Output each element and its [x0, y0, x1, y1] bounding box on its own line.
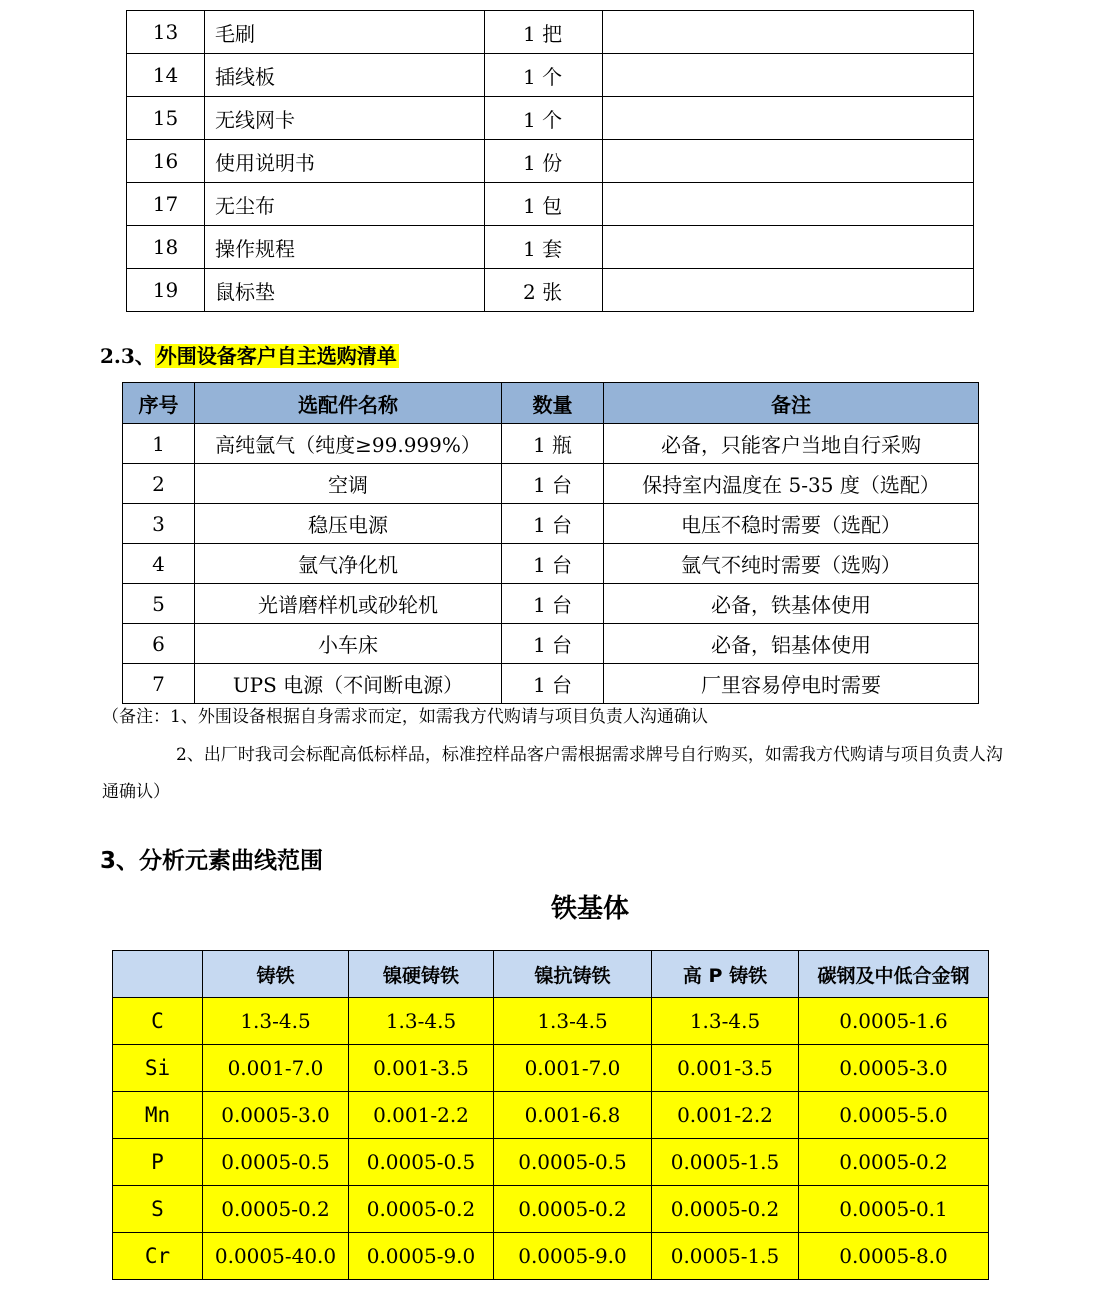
table-cell: 1.3-4.5 — [652, 998, 799, 1045]
table-row — [113, 1186, 989, 1233]
section-heading-2-3 — [100, 340, 399, 369]
table-cell: 氩气不纯时需要（选购） — [604, 544, 979, 584]
table-cell: 3 — [123, 504, 195, 544]
column-header: 铸铁 — [203, 951, 349, 998]
table-row — [123, 624, 979, 664]
table-row — [123, 664, 979, 704]
table-cell: 5 — [123, 584, 195, 624]
table-row — [127, 140, 974, 183]
table-cell: 无线网卡 — [205, 97, 485, 140]
table-cell: 1 — [123, 424, 195, 464]
table-cell: 必备，铁基体使用 — [604, 584, 979, 624]
table-cell: 高纯氩气（纯度≥99.999%） — [195, 424, 502, 464]
table-cell: 1 台 — [502, 664, 604, 704]
table-cell: 0.001-7.0 — [494, 1045, 652, 1092]
peripheral-purchase-table — [122, 382, 979, 704]
column-header: 镍抗铸铁 — [494, 951, 652, 998]
table-cell: 氩气净化机 — [195, 544, 502, 584]
table-cell: 0.0005-8.0 — [799, 1233, 989, 1280]
table-cell: 1 包 — [485, 183, 603, 226]
table-cell: 0.001-3.5 — [652, 1045, 799, 1092]
table-cell: 1 台 — [502, 544, 604, 584]
table-cell: 0.0005-1.6 — [799, 998, 989, 1045]
table-cell: 1 瓶 — [502, 424, 604, 464]
column-header: 序号 — [123, 383, 195, 424]
table-cell: 厂里容易停电时需要 — [604, 664, 979, 704]
table-cell: 0.0005-0.5 — [349, 1139, 494, 1186]
column-header: 数量 — [502, 383, 604, 424]
column-header: 高 P 铸铁 — [652, 951, 799, 998]
table-row — [113, 1045, 989, 1092]
table-row — [123, 504, 979, 544]
column-header: 备注 — [604, 383, 979, 424]
table-cell: 0.001-3.5 — [349, 1045, 494, 1092]
table-cell: 1 个 — [485, 97, 603, 140]
table-cell: 1 台 — [502, 624, 604, 664]
table-cell: 1 台 — [502, 504, 604, 544]
table-row — [127, 269, 974, 312]
table-cell — [603, 140, 974, 183]
table-cell: 1.3-4.5 — [203, 998, 349, 1045]
table-cell: 0.001-2.2 — [652, 1092, 799, 1139]
table-cell: 0.0005-3.0 — [203, 1092, 349, 1139]
table-cell: 0.0005-0.2 — [349, 1186, 494, 1233]
table-cell: 4 — [123, 544, 195, 584]
table-cell — [603, 183, 974, 226]
table-cell: 1 个 — [485, 54, 603, 97]
table-cell: 空调 — [195, 464, 502, 504]
table-cell: 15 — [127, 97, 205, 140]
element-symbol: Cr — [113, 1233, 203, 1280]
table-cell: 必备，铝基体使用 — [604, 624, 979, 664]
table-cell: 0.0005-9.0 — [494, 1233, 652, 1280]
table-row — [123, 424, 979, 464]
table-cell: UPS 电源（不间断电源） — [195, 664, 502, 704]
table-cell — [603, 226, 974, 269]
table-row — [113, 1233, 989, 1280]
table-cell: 0.001-2.2 — [349, 1092, 494, 1139]
table-cell: 2 — [123, 464, 195, 504]
table-row — [113, 1092, 989, 1139]
table-cell: 操作规程 — [205, 226, 485, 269]
table-cell: 1 台 — [502, 464, 604, 504]
table-cell: 1 套 — [485, 226, 603, 269]
table-cell: 保持室内温度在 5-35 度（选配） — [604, 464, 979, 504]
table-cell: 13 — [127, 11, 205, 54]
table-row — [127, 97, 974, 140]
table-cell: 无尘布 — [205, 183, 485, 226]
column-header — [113, 951, 203, 998]
table-cell — [603, 97, 974, 140]
table-row — [123, 584, 979, 624]
table-row — [127, 54, 974, 97]
element-symbol: S — [113, 1186, 203, 1233]
table-row — [127, 11, 974, 54]
table-cell: 16 — [127, 140, 205, 183]
table-cell: 0.0005-0.5 — [203, 1139, 349, 1186]
column-header: 碳钢及中低合金钢 — [799, 951, 989, 998]
table-cell: 7 — [123, 664, 195, 704]
table-cell: 0.0005-9.0 — [349, 1233, 494, 1280]
table-cell: 1 台 — [502, 584, 604, 624]
table-cell: 18 — [127, 226, 205, 269]
table-cell: 0.001-6.8 — [494, 1092, 652, 1139]
table-cell: 2 张 — [485, 269, 603, 312]
table-row — [113, 998, 989, 1045]
section-number: 2.3、 — [100, 344, 155, 368]
table-cell: 0.0005-0.5 — [494, 1139, 652, 1186]
table-cell — [603, 11, 974, 54]
table-cell: 0.0005-5.0 — [799, 1092, 989, 1139]
table-cell: 0.0005-0.2 — [652, 1186, 799, 1233]
section-title-highlighted: 外围设备客户自主选购清单 — [156, 344, 397, 368]
element-symbol: Mn — [113, 1092, 203, 1139]
table-header-row — [113, 951, 989, 998]
range-table-title: 铁基体 — [550, 894, 629, 924]
table-cell: 0.0005-3.0 — [799, 1045, 989, 1092]
note-line-1: （备注：1、外围设备根据自身需求而定，如需我方代购请与项目负责人沟通确认 — [102, 707, 708, 727]
table-cell: 0.0005-1.5 — [652, 1233, 799, 1280]
element-range-table — [112, 950, 989, 1280]
table-cell: 必备，只能客户当地自行采购 — [604, 424, 979, 464]
table-cell: 0.0005-0.1 — [799, 1186, 989, 1233]
table-cell: 0.0005-0.2 — [494, 1186, 652, 1233]
table-cell: 0.0005-0.2 — [799, 1139, 989, 1186]
accessory-list-table — [126, 10, 974, 312]
table-cell: 小车床 — [195, 624, 502, 664]
table-cell: 使用说明书 — [205, 140, 485, 183]
table-cell: 毛刷 — [205, 11, 485, 54]
table-cell: 1.3-4.5 — [494, 998, 652, 1045]
table-row — [127, 226, 974, 269]
table-cell: 插线板 — [205, 54, 485, 97]
table-cell: 稳压电源 — [195, 504, 502, 544]
table-cell: 0.001-7.0 — [203, 1045, 349, 1092]
table-cell: 1 把 — [485, 11, 603, 54]
element-symbol: P — [113, 1139, 203, 1186]
note-line-2: 2、出厂时我司会标配高低标样品，标准控样品客户需根据需求牌号自行购买，如需我方代购请与项目负责人沟通确认） — [102, 745, 1003, 802]
column-header: 选配件名称 — [195, 383, 502, 424]
table-row — [127, 183, 974, 226]
table-header-row — [123, 383, 979, 424]
table-cell: 0.0005-40.0 — [203, 1233, 349, 1280]
table-cell: 19 — [127, 269, 205, 312]
table-cell: 鼠标垫 — [205, 269, 485, 312]
table-row — [113, 1139, 989, 1186]
table-cell: 14 — [127, 54, 205, 97]
table-row — [123, 544, 979, 584]
table-row — [123, 464, 979, 504]
table-cell: 0.0005-1.5 — [652, 1139, 799, 1186]
table-cell: 0.0005-0.2 — [203, 1186, 349, 1233]
table-cell: 电压不稳时需要（选配） — [604, 504, 979, 544]
element-symbol: Si — [113, 1045, 203, 1092]
section-heading-3: 3、分析元素曲线范围 — [100, 848, 324, 874]
table-cell: 17 — [127, 183, 205, 226]
table-cell: 光谱磨样机或砂轮机 — [195, 584, 502, 624]
table-cell: 6 — [123, 624, 195, 664]
table-cell — [603, 269, 974, 312]
table-cell — [603, 54, 974, 97]
table-cell: 1 份 — [485, 140, 603, 183]
column-header: 镍硬铸铁 — [349, 951, 494, 998]
table-cell: 1.3-4.5 — [349, 998, 494, 1045]
element-symbol: C — [113, 998, 203, 1045]
